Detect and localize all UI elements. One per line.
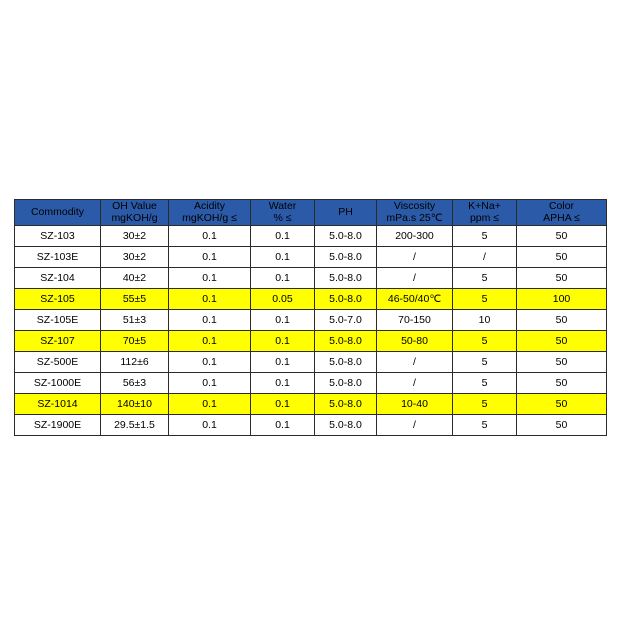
table-cell: 0.1 xyxy=(169,246,251,267)
table-cell: 5 xyxy=(453,267,517,288)
table-cell: / xyxy=(377,372,453,393)
column-header-line2: % ≤ xyxy=(273,212,292,225)
table-row xyxy=(15,372,607,393)
table-cell: / xyxy=(377,246,453,267)
table-cell: / xyxy=(377,414,453,435)
table-row xyxy=(15,393,607,414)
table-cell: 140±10 xyxy=(101,393,169,414)
table-cell: 5.0-8.0 xyxy=(315,225,377,246)
table-cell: 50 xyxy=(517,267,607,288)
table-row xyxy=(15,288,607,309)
commodity-cell: SZ-1014 xyxy=(15,393,101,414)
column-header-line1: Water xyxy=(268,200,297,212)
table-cell: 55±5 xyxy=(101,288,169,309)
table-cell: 5 xyxy=(453,351,517,372)
table-cell: 100 xyxy=(517,288,607,309)
table-cell: 0.1 xyxy=(251,372,315,393)
table-cell: 51±3 xyxy=(101,309,169,330)
table-cell: 50-80 xyxy=(377,330,453,351)
column-header-line2: mPa.s 25℃ xyxy=(386,212,443,225)
commodity-cell: SZ-105 xyxy=(15,288,101,309)
table-cell: 50 xyxy=(517,414,607,435)
specification-table-container xyxy=(14,199,606,436)
table-header-row xyxy=(15,200,607,226)
table-cell: 40±2 xyxy=(101,267,169,288)
column-header-line2: mgKOH/g xyxy=(111,212,158,225)
column-header xyxy=(101,200,169,226)
column-header-line1: Viscosity xyxy=(393,200,436,212)
table-cell: 0.1 xyxy=(251,267,315,288)
commodity-cell: SZ-1000E xyxy=(15,372,101,393)
column-header xyxy=(315,200,377,226)
commodity-cell: SZ-105E xyxy=(15,309,101,330)
table-cell: 5.0-8.0 xyxy=(315,246,377,267)
table-row xyxy=(15,351,607,372)
table-cell: 0.1 xyxy=(169,393,251,414)
table-cell: 29.5±1.5 xyxy=(101,414,169,435)
column-header xyxy=(251,200,315,226)
table-cell: 200-300 xyxy=(377,225,453,246)
table-cell: 0.1 xyxy=(251,225,315,246)
table-cell: 5.0-7.0 xyxy=(315,309,377,330)
table-cell: 112±6 xyxy=(101,351,169,372)
column-header-line1: Color xyxy=(548,200,575,212)
table-cell: 50 xyxy=(517,309,607,330)
column-header-line1: Commodity xyxy=(30,206,85,219)
table-cell: 0.1 xyxy=(169,288,251,309)
table-cell: 5.0-8.0 xyxy=(315,393,377,414)
column-header-line1: K+Na+ xyxy=(468,200,501,212)
table-cell: 0.05 xyxy=(251,288,315,309)
table-body xyxy=(15,225,607,435)
column-header-line2: APHA ≤ xyxy=(543,212,580,225)
table-cell: 0.1 xyxy=(251,414,315,435)
table-cell: 0.1 xyxy=(169,330,251,351)
column-header xyxy=(453,200,517,226)
table-cell: 5.0-8.0 xyxy=(315,330,377,351)
table-row xyxy=(15,309,607,330)
table-cell: 0.1 xyxy=(169,414,251,435)
table-cell: 30±2 xyxy=(101,246,169,267)
table-row xyxy=(15,414,607,435)
table-cell: 56±3 xyxy=(101,372,169,393)
column-header-line1: Acidity xyxy=(194,200,225,212)
table-cell: 0.1 xyxy=(169,225,251,246)
table-cell: 5.0-8.0 xyxy=(315,288,377,309)
column-header xyxy=(15,200,101,226)
commodity-cell: SZ-500E xyxy=(15,351,101,372)
column-header-line1: PH xyxy=(338,206,353,219)
table-cell: 0.1 xyxy=(169,267,251,288)
table-cell: 0.1 xyxy=(251,309,315,330)
table-cell: 10 xyxy=(453,309,517,330)
commodity-cell: SZ-1900E xyxy=(15,414,101,435)
table-cell: 50 xyxy=(517,330,607,351)
commodity-cell: SZ-103 xyxy=(15,225,101,246)
table-cell: / xyxy=(377,351,453,372)
column-header xyxy=(377,200,453,226)
table-cell: 5.0-8.0 xyxy=(315,372,377,393)
table-cell: 50 xyxy=(517,393,607,414)
table-header xyxy=(15,200,607,226)
table-cell: 0.1 xyxy=(251,330,315,351)
column-header-line2: ppm ≤ xyxy=(469,212,500,225)
table-cell: 5 xyxy=(453,330,517,351)
column-header-line1: OH Value xyxy=(112,200,157,212)
table-cell: 70-150 xyxy=(377,309,453,330)
table-cell: 0.1 xyxy=(251,246,315,267)
table-cell: 50 xyxy=(517,372,607,393)
table-cell: 5 xyxy=(453,372,517,393)
table-row xyxy=(15,246,607,267)
table-cell: 5 xyxy=(453,393,517,414)
specification-table xyxy=(14,199,607,436)
table-cell: 5 xyxy=(453,414,517,435)
table-cell: / xyxy=(377,267,453,288)
table-cell: 50 xyxy=(517,246,607,267)
table-cell: 70±5 xyxy=(101,330,169,351)
table-cell: 0.1 xyxy=(251,393,315,414)
commodity-cell: SZ-107 xyxy=(15,330,101,351)
table-cell: 5 xyxy=(453,225,517,246)
column-header xyxy=(169,200,251,226)
table-cell: 0.1 xyxy=(251,351,315,372)
table-cell: 0.1 xyxy=(169,309,251,330)
table-cell: 10-40 xyxy=(377,393,453,414)
column-header-line2: mgKOH/g ≤ xyxy=(182,212,237,225)
table-cell: 5 xyxy=(453,288,517,309)
table-cell: 5.0-8.0 xyxy=(315,351,377,372)
table-cell: 0.1 xyxy=(169,351,251,372)
column-header xyxy=(517,200,607,226)
table-row xyxy=(15,267,607,288)
table-cell: 50 xyxy=(517,351,607,372)
table-row xyxy=(15,225,607,246)
table-cell: 5.0-8.0 xyxy=(315,267,377,288)
table-cell: 0.1 xyxy=(169,372,251,393)
table-cell: 46-50/40℃ xyxy=(377,288,453,309)
table-cell: 5.0-8.0 xyxy=(315,414,377,435)
table-cell: 50 xyxy=(517,225,607,246)
table-cell: / xyxy=(453,246,517,267)
commodity-cell: SZ-103E xyxy=(15,246,101,267)
table-cell: 30±2 xyxy=(101,225,169,246)
table-row xyxy=(15,330,607,351)
commodity-cell: SZ-104 xyxy=(15,267,101,288)
